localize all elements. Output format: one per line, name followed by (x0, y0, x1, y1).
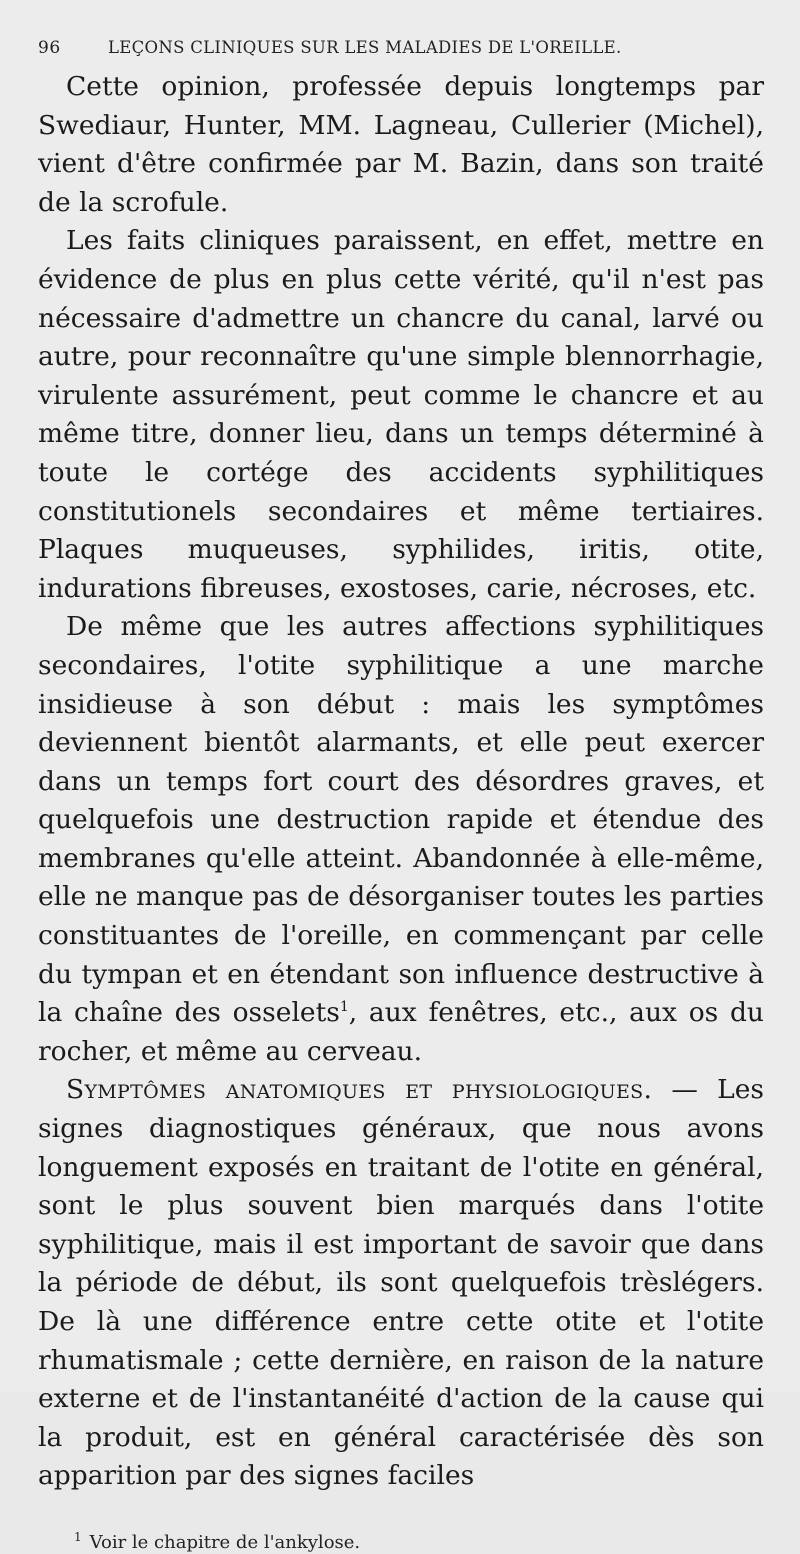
paragraph-3 (38, 608, 764, 1071)
footnote (38, 1526, 764, 1554)
paragraph-2-text: Les faits cliniques paraissent, en effet, mettre en évidence de plus en plus cette vérité, qu'il n'est pas nécessaire d'admettre un chancre du canal, larvé ou autre, pour reconnaître qu'une simple blennorrhagie, virulente assurément, peut comme le chancre et au même titre, donner lieu, dans un temps déterminé à toute le cortége des accidents syphilitiques constitutionels secondaires et même tertiaires. Plaques muqueuses, syphilides, iritis, otite, indurations fibreuses, exostoses, carie, nécroses, etc. (38, 225, 764, 604)
footnote-reference: 1 (339, 999, 349, 1016)
body-text (38, 68, 764, 1496)
paragraph-1 (38, 68, 764, 222)
paragraph-2 (38, 222, 764, 608)
paragraph-4 (38, 1071, 764, 1496)
paragraph-3-text-a: De même que les autres affections syphilitiques secondaires, l'otite syphilitique a une marche insidieuse à son début : mais les symptômes deviennent bientôt alarmants, et elle peut exercer dans un temps fort court des désordres graves, et quelquefois une destruction rapide et étendue des membranes qu'elle atteint. Abandonnée à elle-même, elle ne manque pas de désorganiser toutes les parties constituantes de l'oreille, en commençant par celle du tympan et en étendant son influence destructive à la chaîne des osselets (38, 611, 764, 1029)
footnote-mark: 1 (74, 1529, 82, 1544)
section-heading: Symptômes anatomiques et physiologiques. (66, 1074, 653, 1106)
running-title: LEÇONS CLINIQUES SUR LES MALADIES DE L'OREILLE. (108, 38, 622, 57)
footnote-text: Voir le chapitre de l'ankylose. (89, 1531, 361, 1553)
page-number: 96 (38, 38, 61, 58)
paragraph-4-text: — Les signes diagnostiques généraux, que nous avons longuement exposés en traitant de l'otite en général, sont le plus souvent bien marqués dans l'otite syphilitique, mais il est important de savoir que dans la période de début, ils sont quelquefois trèslégers. De là une différence entre cette otite et l'otite rhumatismale ; cette dernière, en raison de la nature externe et de l'instantanéité d'action de la cause qui la produit, est en général caractérisée dès son apparition par des signes faciles (38, 1074, 764, 1492)
running-header (38, 38, 764, 68)
paragraph-3-text-b: , aux fenêtres, etc., aux os du rocher, et même au cerveau. (38, 997, 764, 1067)
paragraph-1-text: Cette opinion, professée depuis longtemps par Swediaur, Hunter, MM. Lagneau, Cullerier (Michel), vient d'être confirmée par M. Bazin, dans son traité de la scrofule. (38, 71, 764, 218)
